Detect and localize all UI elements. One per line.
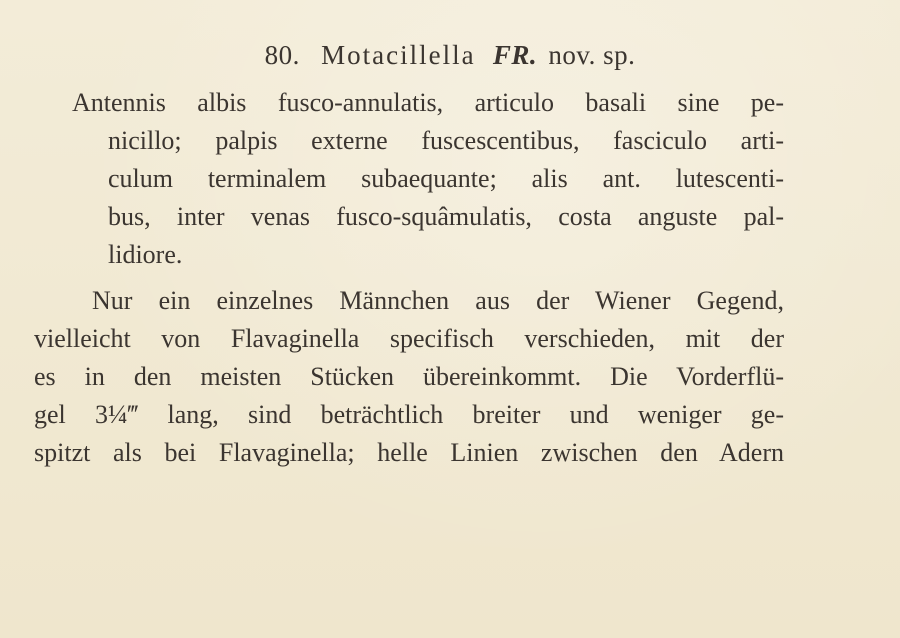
species-heading xyxy=(0,40,900,71)
paragraph-line: vielleicht von Flavaginella specifisch verschieden, mit der xyxy=(34,324,784,353)
species-genus: Motacillella xyxy=(321,40,476,70)
paragraph-line: spitzt als bei Flavaginella; helle Linien zwischen den Adern xyxy=(34,438,784,467)
paragraph-line: Nur ein einzelnes Männchen aus der Wiener Gegend, xyxy=(92,286,784,315)
description-line: lidiore. xyxy=(108,240,183,269)
species-number: 80. xyxy=(264,40,300,70)
description-line: Antennis albis fusco-annulatis, articulo basali sine pe- xyxy=(72,88,784,117)
species-author: FR. xyxy=(492,40,538,70)
description-line: bus, inter venas fusco-squâmulatis, costa anguste pal- xyxy=(108,202,784,231)
description-line: nicillo; palpis externe fuscescentibus, fasciculo arti- xyxy=(108,126,784,155)
paragraph-line: gel 3¼‴ lang, sind beträchtlich breiter und weniger ge- xyxy=(34,400,784,429)
species-status: nov. sp. xyxy=(548,40,636,70)
paragraph-line: es in den meisten Stücken übereinkommt. Die Vorderflü- xyxy=(34,362,784,391)
description-line: culum terminalem subaequante; alis ant. lutescenti- xyxy=(108,164,784,193)
